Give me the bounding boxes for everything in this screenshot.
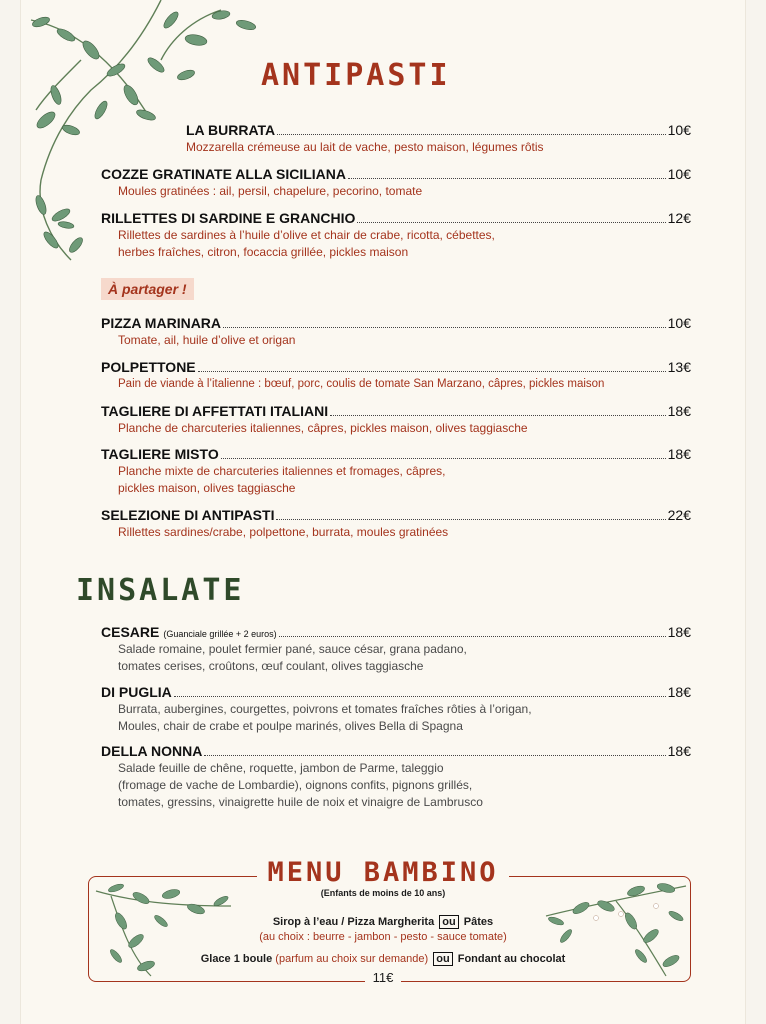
item-price: 10€ bbox=[667, 166, 691, 182]
item-description: tomates cerises, croûtons, œuf coulant, olives taggiasche bbox=[118, 659, 424, 673]
item-price: 10€ bbox=[667, 315, 691, 331]
ou-box: ou bbox=[439, 915, 458, 929]
item-name: CESARE bbox=[101, 624, 160, 640]
item-description: Moules gratinées : ail, persil, chapelure, pecorino, tomate bbox=[118, 184, 423, 198]
share-badge: À partager ! bbox=[101, 278, 194, 300]
item-name: POLPETTONE bbox=[101, 359, 196, 375]
item-name: DELLA NONNA bbox=[101, 743, 203, 759]
item-description: Rillettes sardines/crabe, polpettone, burrata, moules gratinées bbox=[118, 525, 449, 539]
item-price: 18€ bbox=[667, 743, 691, 759]
item-price: 18€ bbox=[667, 624, 691, 640]
item-name: COZZE GRATINATE ALLA SICILIANA bbox=[101, 166, 346, 182]
item-name: TAGLIERE DI AFFETTATI ITALIANI bbox=[101, 403, 329, 419]
bambino-line-3: Glace 1 boule (parfum au choix sur demande) ou Fondant au chocolat bbox=[200, 953, 566, 965]
item-description: Pain de viande à l’italienne : bœuf, porc, coulis de tomate San Marzano, câpres, pickles maison bbox=[118, 378, 605, 390]
item-price: 10€ bbox=[667, 122, 691, 138]
item-description: Tomate, ail, huile d’olive et origan bbox=[118, 333, 296, 347]
item-name: SELEZIONE DI ANTIPASTI bbox=[101, 507, 275, 523]
item-description: Salade romaine, poulet fermier pané, sauce césar, grana padano, bbox=[118, 642, 467, 656]
menu-page bbox=[20, 0, 746, 1024]
item-name: PIZZA MARINARA bbox=[101, 315, 222, 331]
item-description: herbes fraîches, citron, focaccia grillée, pickles maison bbox=[118, 245, 409, 259]
item-description: pickles maison, olives taggiasche bbox=[118, 481, 296, 495]
menu-item bbox=[101, 684, 691, 734]
menu-item bbox=[101, 403, 691, 436]
item-description: Mozzarella crémeuse au lait de vache, pesto maison, légumes rôtis bbox=[186, 140, 544, 154]
menu-item bbox=[101, 446, 691, 496]
item-description: (fromage de vache de Lombardie), oignons confits, pignons grillés, bbox=[118, 778, 473, 792]
item-name: TAGLIERE MISTO bbox=[101, 446, 219, 462]
menu-item bbox=[101, 507, 691, 540]
item-price: 22€ bbox=[667, 507, 691, 523]
bambino-line-1: Sirop à l’eau / Pizza Margherita ou Pâtes bbox=[272, 916, 494, 928]
menu-item bbox=[186, 122, 691, 155]
bambino-subtitle: (Enfants de moins de 10 ans) bbox=[320, 888, 446, 898]
menu-item bbox=[101, 166, 691, 199]
item-note: (Guanciale grillée + 2 euros) bbox=[163, 629, 277, 639]
item-name: DI PUGLIA bbox=[101, 684, 172, 700]
bambino-price: 11€ bbox=[21, 970, 745, 985]
menu-item bbox=[101, 624, 691, 674]
item-name: RILLETTES DI SARDINE E GRANCHIO bbox=[101, 210, 356, 226]
item-description: Rillettes de sardines à l’huile d’olive et chair de crabe, ricotta, cébettes, bbox=[118, 228, 495, 242]
item-description: Salade feuille de chêne, roquette, jambon de Parme, taleggio bbox=[118, 761, 444, 775]
ou-box: ou bbox=[433, 952, 452, 966]
bambino-title: MENU BAMBINO bbox=[21, 857, 745, 888]
item-price: 18€ bbox=[667, 403, 691, 419]
insalate-title: INSALATE bbox=[76, 573, 245, 608]
item-price: 18€ bbox=[667, 684, 691, 700]
item-price: 12€ bbox=[667, 210, 691, 226]
menu-item bbox=[101, 210, 691, 260]
item-description: Planche de charcuteries italiennes, câpres, pickles maison, olives taggiasche bbox=[118, 421, 528, 435]
item-price: 13€ bbox=[667, 359, 691, 375]
menu-item bbox=[101, 743, 691, 810]
item-description: tomates, gressins, vinaigrette huile de noix et vinaigre de Lambrusco bbox=[118, 795, 483, 809]
bambino-line-2: (au choix : beurre - jambon - pesto - sauce tomate) bbox=[259, 931, 507, 943]
menu-item bbox=[101, 359, 691, 392]
item-description: Moules, chair de crabe et poulpe marinés, olives Bella di Spagna bbox=[118, 719, 463, 733]
antipasti-title: ANTIPASTI bbox=[261, 58, 451, 93]
item-price: 18€ bbox=[667, 446, 691, 462]
item-name: LA BURRATA bbox=[186, 122, 276, 138]
menu-item bbox=[101, 315, 691, 348]
item-description: Burrata, aubergines, courgettes, poivrons et tomates fraîches rôties à l’origan, bbox=[118, 702, 532, 716]
item-description: Planche mixte de charcuteries italiennes et fromages, câpres, bbox=[118, 464, 446, 478]
